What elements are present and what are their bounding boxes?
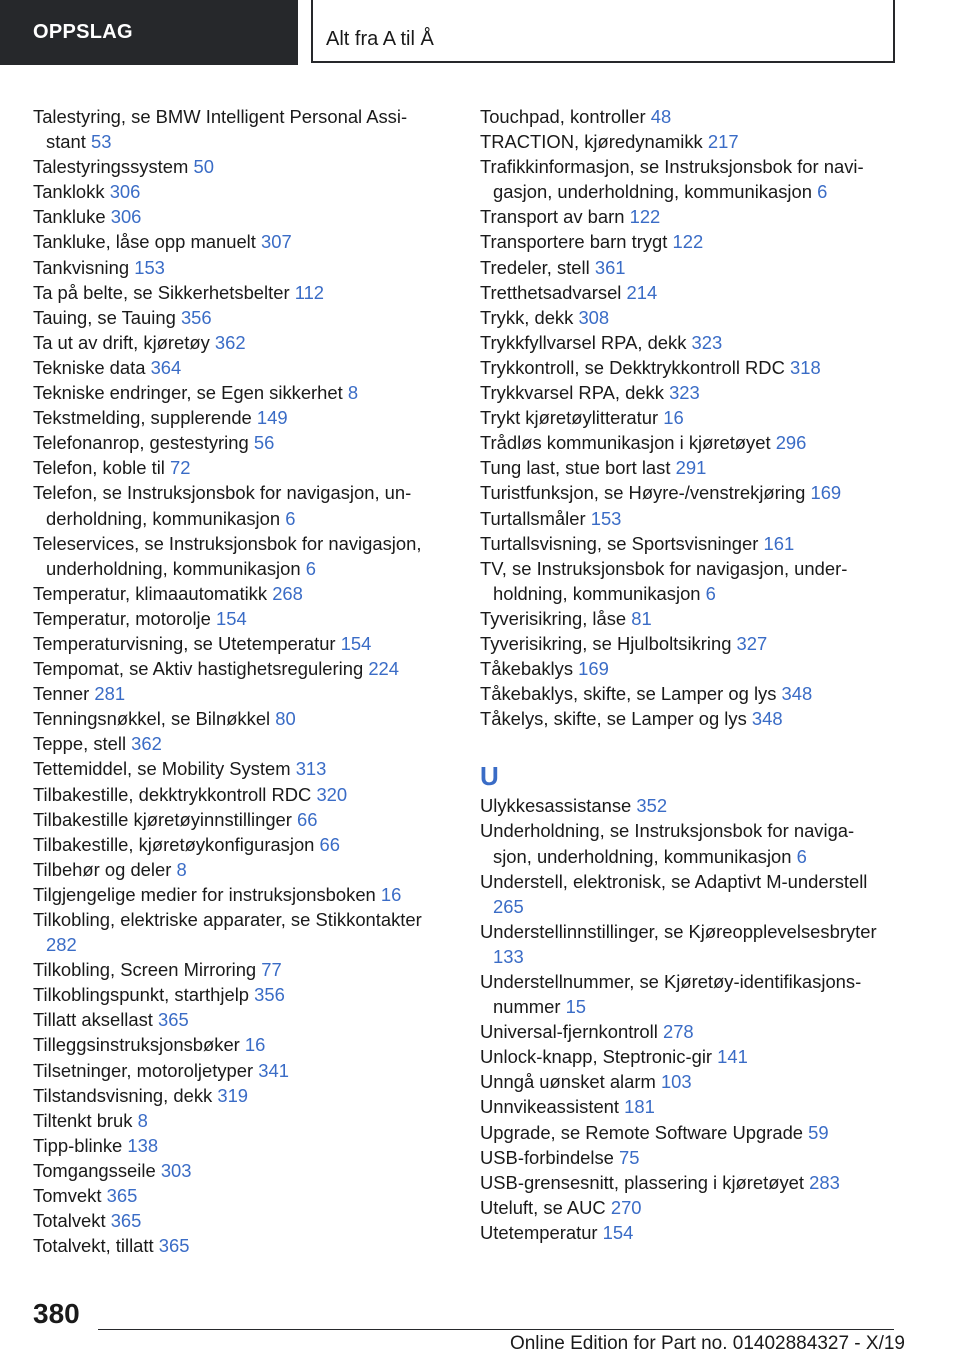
page-reference-link[interactable]: 365 xyxy=(106,1185,138,1207)
page-reference-link[interactable]: 16 xyxy=(244,1034,266,1056)
index-entry xyxy=(33,330,438,355)
index-entry xyxy=(480,154,885,204)
chapter-title: Alt fra A til Å xyxy=(326,28,434,50)
index-entry xyxy=(33,455,438,480)
index-entry xyxy=(33,832,438,857)
index-entry xyxy=(480,330,885,355)
index-term: Unnvikeassistent xyxy=(480,1096,620,1118)
page-reference-link[interactable]: 308 xyxy=(578,306,610,328)
index-term: Tempomat, se Aktiv hastighetsregulering xyxy=(33,658,364,680)
chapter-header xyxy=(311,0,895,63)
page-number: 380 xyxy=(33,1298,80,1329)
index-term: Tredeler, stell xyxy=(480,256,590,278)
index-term: Understell, elektronisk, se Adaptivt M-understell xyxy=(480,870,868,892)
index-entry xyxy=(480,480,885,505)
index-entry xyxy=(33,1133,438,1158)
index-entry xyxy=(33,531,438,581)
index-term: Underholdning, se Instruksjonsbok for navigasjon, underholdning, kommunikasjon xyxy=(480,820,855,867)
index-term: USB-grensesnitt, plassering i kjøretøyet xyxy=(480,1171,804,1193)
index-entry xyxy=(33,1032,438,1057)
index-entry xyxy=(33,982,438,1007)
index-entry xyxy=(33,957,438,982)
index-term: Trykk, dekk xyxy=(480,306,574,328)
page-reference-link[interactable]: 154 xyxy=(215,607,247,629)
page-reference-link[interactable]: 291 xyxy=(675,457,707,479)
index-term: Ulykkesassistanse xyxy=(480,795,632,817)
page-reference-link[interactable]: 77 xyxy=(261,959,282,981)
index-entry xyxy=(480,1094,885,1119)
index-group-u xyxy=(480,793,885,1245)
page-reference-link[interactable]: 303 xyxy=(160,1159,192,1181)
index-entry xyxy=(33,681,438,706)
page-reference-link[interactable]: 153 xyxy=(590,507,622,529)
index-entry xyxy=(33,204,438,229)
index-term: Tipp-blinke xyxy=(33,1134,123,1156)
index-entry xyxy=(33,1208,438,1233)
index-term: Telefon, koble til xyxy=(33,457,165,479)
page-reference-link[interactable]: 270 xyxy=(610,1196,642,1218)
index-term: Temperatur, motorolje xyxy=(33,607,211,629)
index-entry xyxy=(33,1083,438,1108)
index-term: Tilbakestille, dekktrykkontroll RDC xyxy=(33,783,312,805)
section-letter: U xyxy=(480,761,499,792)
index-entry xyxy=(33,606,438,631)
index-entry xyxy=(33,1108,438,1133)
index-term: Universal-fjernkontroll xyxy=(480,1021,658,1043)
index-entry xyxy=(33,656,438,681)
index-entry xyxy=(33,782,438,807)
page-reference-link[interactable]: 362 xyxy=(131,733,162,755)
page-reference-link[interactable]: 122 xyxy=(629,206,661,228)
page-reference-link[interactable]: 72 xyxy=(170,457,191,479)
index-term: Totalvekt, tillatt xyxy=(33,1235,154,1257)
index-entry xyxy=(480,531,885,556)
page-reference-link[interactable]: 224 xyxy=(368,658,399,680)
page-reference-link[interactable]: 138 xyxy=(127,1134,159,1156)
index-entry xyxy=(480,706,885,731)
index-term: Tilleggsinstruksjonsbøker xyxy=(33,1034,240,1056)
index-entry xyxy=(480,793,885,818)
page-reference-link[interactable]: 141 xyxy=(717,1046,748,1068)
index-entry xyxy=(33,731,438,756)
index-term: Unlock-knapp, Steptronic-gir xyxy=(480,1046,713,1068)
index-entry xyxy=(480,1195,885,1220)
page-reference-link[interactable]: 154 xyxy=(602,1221,634,1243)
page-reference-link[interactable]: 15 xyxy=(565,996,587,1018)
index-column-left xyxy=(33,104,438,1258)
index-entry xyxy=(33,1058,438,1083)
index-term: Tillatt aksellast xyxy=(33,1009,153,1031)
index-term: Tiltenkt bruk xyxy=(33,1109,133,1131)
index-term: Tekstmelding, supplerende xyxy=(33,407,252,429)
index-entry xyxy=(480,305,885,330)
index-term: Tankluke, låse opp manuelt xyxy=(33,231,256,253)
page-reference-link[interactable]: 56 xyxy=(253,432,275,454)
page-reference-link[interactable]: 268 xyxy=(272,582,303,604)
index-term: Unngå uønsket alarm xyxy=(480,1071,656,1093)
index-entry xyxy=(33,857,438,882)
index-entry xyxy=(480,129,885,154)
index-entry xyxy=(480,606,885,631)
page-reference-link[interactable]: 8 xyxy=(137,1109,148,1131)
index-term: Ta på belte, se Sikkerhetsbelter xyxy=(33,281,290,303)
page-reference-link[interactable]: 306 xyxy=(110,206,142,228)
index-entry xyxy=(33,179,438,204)
index-term: Tilsetninger, motoroljetyper xyxy=(33,1059,254,1081)
page-reference-link[interactable]: 161 xyxy=(763,532,795,554)
page-reference-link[interactable]: 307 xyxy=(261,231,292,253)
index-entry xyxy=(480,506,885,531)
page-reference-link[interactable]: 149 xyxy=(256,407,288,429)
index-term: Turtallsmåler xyxy=(480,507,586,529)
index-term: Tilkobling, Screen Mirroring xyxy=(33,959,257,981)
index-term: Tyverisikring, låse xyxy=(480,607,627,629)
index-term: Tilbakestille, kjøretøykonfigurasjon xyxy=(33,833,315,855)
page-reference-link[interactable]: 282 xyxy=(46,934,77,956)
page-reference-link[interactable]: 352 xyxy=(636,795,668,817)
index-entry xyxy=(480,355,885,380)
page-reference-link[interactable]: 48 xyxy=(650,106,672,127)
page-reference-link[interactable]: 169 xyxy=(578,658,609,680)
page-reference-link[interactable]: 364 xyxy=(150,356,182,378)
index-term: Turtallsvisning, se Sportsvisninger xyxy=(480,532,759,554)
page-reference-link[interactable]: 214 xyxy=(626,281,658,303)
page-reference-link[interactable]: 6 xyxy=(796,845,807,867)
index-entry xyxy=(480,818,885,868)
index-term: Trykt kjøretøylitteratur xyxy=(480,407,659,429)
index-term: Tilgjengelige medier for instruksjonsboken xyxy=(33,883,376,905)
index-entry xyxy=(480,229,885,254)
page-reference-link[interactable]: 318 xyxy=(790,356,821,378)
index-entry xyxy=(480,631,885,656)
page-reference-link[interactable]: 323 xyxy=(691,331,723,353)
page-reference-link[interactable]: 348 xyxy=(781,683,813,705)
page-reference-link[interactable]: 323 xyxy=(669,382,700,404)
index-entry xyxy=(33,807,438,832)
index-entry xyxy=(480,556,885,606)
index-column-right xyxy=(480,104,885,1245)
index-term: Tilkobling, elektriske apparater, se Stikkontakter xyxy=(33,909,422,930)
index-entry xyxy=(33,631,438,656)
index-term: Temperatur, klimaautomatikk xyxy=(33,582,268,604)
index-entry xyxy=(480,455,885,480)
index-term: Tomgangsseile xyxy=(33,1159,156,1181)
index-term: TV, se Instruksjonsbok for navigasjon, underholdning, kommunikasjon xyxy=(480,557,848,604)
index-term: Tomvekt xyxy=(33,1185,102,1207)
index-entry xyxy=(480,430,885,455)
page-reference-link[interactable]: 53 xyxy=(91,131,112,153)
page-reference-link[interactable]: 80 xyxy=(275,708,296,730)
index-term: Upgrade, se Remote Software Upgrade xyxy=(480,1121,804,1143)
page-reference-link[interactable]: 365 xyxy=(110,1210,142,1232)
index-entry xyxy=(480,280,885,305)
page-reference-link[interactable]: 327 xyxy=(736,632,768,654)
index-term: Tankluke xyxy=(33,206,106,228)
page-reference-link[interactable]: 313 xyxy=(295,758,327,780)
index-term: Tilbehør og deler xyxy=(33,858,172,880)
page-reference-link[interactable]: 296 xyxy=(775,432,807,454)
page-reference-link[interactable]: 122 xyxy=(672,231,704,253)
page-reference-link[interactable]: 66 xyxy=(319,833,341,855)
index-term: Totalvekt xyxy=(33,1210,106,1232)
index-term: Tauing, se Tauing xyxy=(33,306,176,328)
index-term: Talestyring, se BMW Intelligent Personal Assistant xyxy=(33,106,408,153)
section-title: OPPSLAG xyxy=(33,21,133,43)
page-reference-link[interactable]: 361 xyxy=(594,256,626,278)
index-entry xyxy=(33,706,438,731)
index-term: TRACTION, kjøredynamikk xyxy=(480,131,703,153)
index-entry xyxy=(33,581,438,606)
page-reference-link[interactable]: 75 xyxy=(619,1146,640,1168)
index-term: Understellinnstillinger, se Kjøreopplevelsesbryter xyxy=(480,920,877,942)
index-term: Tåkelys, skifte, se Lamper og lys xyxy=(480,708,747,730)
page-reference-link[interactable]: 362 xyxy=(214,331,246,353)
page-reference-link[interactable]: 6 xyxy=(305,557,316,579)
index-term: Talestyringssystem xyxy=(33,156,189,178)
index-term: Tilkoblingspunkt, starthjelp xyxy=(33,984,250,1006)
index-term: Trykkfyllvarsel RPA, dekk xyxy=(480,331,687,353)
index-entry xyxy=(33,355,438,380)
page-reference-link[interactable]: 365 xyxy=(158,1235,190,1257)
index-term: Telefonanrop, gestestyring xyxy=(33,432,249,454)
page-reference-link[interactable]: 348 xyxy=(751,708,783,730)
index-term: Tekniske endringer, se Egen sikkerhet xyxy=(33,382,343,404)
page-reference-link[interactable]: 59 xyxy=(808,1121,829,1143)
index-entry xyxy=(33,1233,438,1258)
index-term: Temperaturvisning, se Utetemperatur xyxy=(33,632,336,654)
page-reference-link[interactable]: 6 xyxy=(285,507,296,529)
index-entry xyxy=(33,255,438,280)
index-entry xyxy=(33,1007,438,1032)
index-entry xyxy=(480,656,885,681)
index-entry xyxy=(33,280,438,305)
index-entry xyxy=(33,1183,438,1208)
index-term: Tanklokk xyxy=(33,181,105,203)
index-entry xyxy=(480,1120,885,1145)
footer-edition: Online Edition for Part no. 01402884327 - X/19 xyxy=(509,1333,905,1354)
index-entry xyxy=(480,1019,885,1044)
page-reference-link[interactable]: 306 xyxy=(109,181,141,203)
index-entry xyxy=(480,919,885,969)
index-term: Tretthetsadvarsel xyxy=(480,281,622,303)
index-term: Ta ut av drift, kjøretøy xyxy=(33,331,210,353)
index-entry xyxy=(33,104,438,154)
index-group-t xyxy=(480,104,885,731)
page-reference-link[interactable]: 265 xyxy=(493,895,524,917)
index-term: Tilstandsvisning, dekk xyxy=(33,1084,213,1106)
page-reference-link[interactable]: 278 xyxy=(662,1021,694,1043)
index-entry xyxy=(480,1220,885,1245)
index-entry xyxy=(480,969,885,1019)
section-tab xyxy=(0,0,298,65)
index-entry xyxy=(480,380,885,405)
index-term: Transportere barn trygt xyxy=(480,231,668,253)
page-reference-link[interactable]: 16 xyxy=(663,407,684,429)
index-entry xyxy=(33,882,438,907)
page-reference-link[interactable]: 356 xyxy=(254,984,285,1006)
index-term: Trafikkinformasjon, se Instruksjonsbok for navigasjon, underholdning, kommunikasjon xyxy=(480,156,864,203)
index-entry xyxy=(480,1170,885,1195)
index-term: Teppe, stell xyxy=(33,733,127,755)
index-term: Tekniske data xyxy=(33,356,146,378)
index-entry xyxy=(33,430,438,455)
index-term: Utetemperatur xyxy=(480,1221,598,1243)
page-reference-link[interactable]: 341 xyxy=(258,1059,289,1081)
index-term: Tåkebaklys, skifte, se Lamper og lys xyxy=(480,683,777,705)
index-entry xyxy=(33,480,438,530)
page-reference-link[interactable]: 319 xyxy=(217,1084,249,1106)
page-reference-link[interactable]: 8 xyxy=(347,382,359,404)
index-term: Tilbakestille kjøretøyinnstillinger xyxy=(33,808,292,830)
page-reference-link[interactable]: 181 xyxy=(624,1096,655,1118)
page-reference-link[interactable]: 133 xyxy=(493,945,524,967)
index-entry xyxy=(33,229,438,254)
index-term: Tenner xyxy=(33,683,90,705)
index-term: Trykkontroll, se Dekktrykkontroll RDC xyxy=(480,356,785,378)
index-term: Transport av barn xyxy=(480,206,625,228)
page-reference-link[interactable]: 6 xyxy=(817,181,828,203)
index-term: Tyverisikring, se Hjulboltsikring xyxy=(480,632,732,654)
index-entry xyxy=(480,255,885,280)
index-entry xyxy=(33,154,438,179)
index-term: Touchpad, kontroller xyxy=(480,106,646,127)
page-reference-link[interactable]: 16 xyxy=(380,883,402,905)
page-reference-link[interactable]: 281 xyxy=(94,683,126,705)
index-term: Tung last, stue bort last xyxy=(480,457,671,479)
page-reference-link[interactable]: 6 xyxy=(705,582,716,604)
index-entry xyxy=(480,104,885,129)
index-entry xyxy=(480,869,885,919)
index-term: Trådløs kommunikasjon i kjøretøyet xyxy=(480,432,771,454)
index-entry xyxy=(33,405,438,430)
index-entry xyxy=(480,204,885,229)
index-term: Tåkebaklys xyxy=(480,658,574,680)
index-entry xyxy=(480,1069,885,1094)
page-reference-link[interactable]: 8 xyxy=(176,858,187,880)
footer-divider xyxy=(98,1329,894,1330)
index-entry xyxy=(33,1158,438,1183)
page-reference-link[interactable]: 217 xyxy=(707,131,739,153)
index-term: Understellnummer, se Kjøretøy-identifikasjonsnummer xyxy=(480,971,862,1018)
page-reference-link[interactable]: 81 xyxy=(631,607,652,629)
page-reference-link[interactable]: 365 xyxy=(158,1009,189,1031)
page-reference-link[interactable]: 50 xyxy=(193,156,214,178)
index-entry xyxy=(33,380,438,405)
index-entry xyxy=(480,681,885,706)
index-entry xyxy=(33,907,438,957)
page-reference-link[interactable]: 66 xyxy=(297,808,318,830)
page-reference-link[interactable]: 153 xyxy=(134,256,165,278)
page-reference-link[interactable]: 169 xyxy=(810,482,842,504)
page-reference-link[interactable]: 356 xyxy=(180,306,212,328)
index-term: Trykkvarsel RPA, dekk xyxy=(480,382,664,404)
index-term: Telefon, se Instruksjonsbok for navigasjon, underholdning, kommunikasjon xyxy=(33,482,412,529)
page-reference-link[interactable]: 283 xyxy=(809,1171,840,1193)
index-entry xyxy=(480,1044,885,1069)
index-entry xyxy=(33,756,438,781)
index-term: Turistfunksjon, se Høyre-/venstrekjøring xyxy=(480,482,806,504)
page-reference-link[interactable]: 154 xyxy=(340,632,372,654)
index-entry xyxy=(480,405,885,430)
index-term: Tenningsnøkkel, se Bilnøkkel xyxy=(33,708,271,730)
page-reference-link[interactable]: 103 xyxy=(660,1071,692,1093)
page-reference-link[interactable]: 112 xyxy=(294,281,325,303)
index-term: Teleservices, se Instruksjonsbok for navigasjon, underholdning, kommunikasjon xyxy=(33,532,422,579)
index-term: Tankvisning xyxy=(33,256,130,278)
index-term: Tettemiddel, se Mobility System xyxy=(33,758,291,780)
index-term: Uteluft, se AUC xyxy=(480,1196,606,1218)
index-entry xyxy=(480,1145,885,1170)
index-term: USB-forbindelse xyxy=(480,1146,614,1168)
page-reference-link[interactable]: 320 xyxy=(316,783,348,805)
index-entry xyxy=(33,305,438,330)
